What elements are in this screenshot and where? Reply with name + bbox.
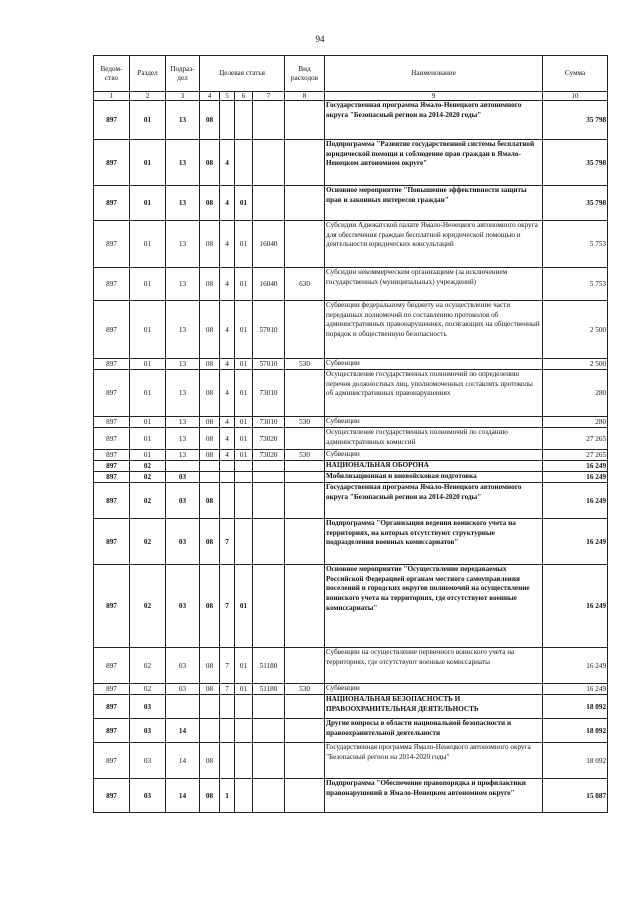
cell-vid (285, 472, 325, 483)
col-num: 7 (253, 92, 285, 101)
cell-podrazdel: 13 (166, 101, 200, 140)
cell-vid (285, 461, 325, 472)
table-row (94, 101, 608, 140)
cell-vid (285, 719, 325, 743)
cell-podrazdel: 13 (166, 370, 200, 417)
cell-sum: 18 092 (543, 719, 608, 743)
column-number-row (94, 92, 608, 101)
cell-razdel: 03 (130, 743, 166, 779)
cell-cs-subprogram (220, 101, 235, 140)
header-vid-rashodov: Вид расходов (285, 56, 325, 92)
cell-ved: 897 (94, 268, 130, 301)
cell-cs-direction: 73020 (253, 428, 285, 450)
cell-sum: 15 087 (543, 779, 608, 813)
cell-cs-event: 01 (235, 417, 253, 428)
cell-cs-program: 08 (200, 221, 220, 268)
cell-cs-subprogram: 4 (220, 359, 235, 370)
header-naimenovanie: Наименование (325, 56, 543, 92)
cell-razdel: 01 (130, 428, 166, 450)
cell-cs-event (235, 472, 253, 483)
cell-cs-direction: 57010 (253, 301, 285, 359)
cell-ved: 897 (94, 461, 130, 472)
cell-cs-direction: 57010 (253, 359, 285, 370)
cell-cs-subprogram: 4 (220, 450, 235, 461)
col-num: 1 (94, 92, 130, 101)
cell-ved: 897 (94, 359, 130, 370)
cell-cs-subprogram: 7 (220, 519, 235, 565)
cell-sum: 16 249 (543, 684, 608, 695)
cell-cs-program: 08 (200, 370, 220, 417)
cell-vid (285, 186, 325, 221)
cell-podrazdel: 13 (166, 450, 200, 461)
table-row (94, 648, 608, 684)
cell-cs-event: 01 (235, 648, 253, 684)
cell-name: Субвенции федеральному бюджету на осуществление части переданных полномочий по составлению протоколов об административных правонарушениях, посягающих на общественный порядок и общественную безопасность (325, 301, 543, 359)
cell-sum: 35 798 (543, 140, 608, 186)
col-num: 2 (130, 92, 166, 101)
cell-name: Подпрограмма "Организация ведения воинского учета на территориях, на которых отсутствуют структурные подразделения военных комиссариатов" (325, 519, 543, 565)
cell-razdel: 01 (130, 221, 166, 268)
cell-cs-event: 01 (235, 370, 253, 417)
cell-cs-event (235, 519, 253, 565)
cell-podrazdel: 03 (166, 519, 200, 565)
cell-razdel: 02 (130, 684, 166, 695)
cell-cs-event (235, 140, 253, 186)
cell-vid (285, 483, 325, 519)
cell-cs-event (235, 743, 253, 779)
cell-name: Осуществление государственных полномочий по определению перечня должностных лиц, уполномоченных составлять протоколы об административных правонарушениях (325, 370, 543, 417)
cell-cs-direction: 51180 (253, 684, 285, 695)
cell-cs-event (235, 779, 253, 813)
col-num: 9 (325, 92, 543, 101)
cell-vid: 630 (285, 268, 325, 301)
cell-cs-event: 01 (235, 186, 253, 221)
cell-vid (285, 743, 325, 779)
cell-razdel: 03 (130, 779, 166, 813)
cell-cs-subprogram: 4 (220, 221, 235, 268)
table-row (94, 301, 608, 359)
cell-cs-program (200, 472, 220, 483)
cell-cs-direction (253, 140, 285, 186)
cell-podrazdel: 03 (166, 472, 200, 483)
cell-ved: 897 (94, 648, 130, 684)
header-ved: Ведом- ство (94, 56, 130, 92)
cell-sum: 16 249 (543, 461, 608, 472)
cell-name: Основное мероприятие "Повышение эффективности защиты прав и законных интересов граждан" (325, 186, 543, 221)
cell-razdel: 01 (130, 101, 166, 140)
cell-cs-event (235, 483, 253, 519)
cell-cs-event: 01 (235, 684, 253, 695)
cell-cs-program: 08 (200, 450, 220, 461)
cell-vid (285, 428, 325, 450)
budget-table (93, 55, 608, 813)
cell-ved: 897 (94, 684, 130, 695)
cell-cs-event: 01 (235, 221, 253, 268)
cell-vid: 530 (285, 417, 325, 428)
cell-razdel: 01 (130, 268, 166, 301)
table-row (94, 483, 608, 519)
cell-cs-subprogram (220, 719, 235, 743)
cell-sum: 5 753 (543, 221, 608, 268)
cell-vid (285, 370, 325, 417)
table-row (94, 684, 608, 695)
cell-podrazdel: 13 (166, 301, 200, 359)
table-row (94, 472, 608, 483)
cell-podrazdel: 14 (166, 719, 200, 743)
cell-vid: 530 (285, 450, 325, 461)
cell-name: Государственная программа Ямало-Ненецкого автономного округа "Безопасный регион на 2014-2020 годы" (325, 101, 543, 140)
cell-name: Подпрограмма "Обеспечение правопорядка и профилактики правонарушений в Ямало-Ненецком автономном округе" (325, 779, 543, 813)
cell-cs-subprogram (220, 472, 235, 483)
cell-name: Мобилизационная и вневойсковая подготовка (325, 472, 543, 483)
cell-cs-program: 08 (200, 684, 220, 695)
table-row (94, 186, 608, 221)
cell-razdel: 02 (130, 519, 166, 565)
table-row (94, 370, 608, 417)
cell-sum: 280 (543, 417, 608, 428)
cell-name: Субвенции на осуществление первичного воинского учета на территориях, где отсутствуют военные комиссариаты (325, 648, 543, 684)
cell-cs-program: 08 (200, 743, 220, 779)
cell-sum: 35 798 (543, 101, 608, 140)
cell-name: Государственная программа Ямало-Ненецкого автономного округа "Безопасный регион на 2014-2020 годы" (325, 483, 543, 519)
table-row (94, 450, 608, 461)
cell-razdel: 01 (130, 450, 166, 461)
cell-sum: 27 265 (543, 428, 608, 450)
page-number: 94 (315, 34, 325, 44)
cell-name: Подпрограмма "Развитие государственной системы бесплатной юридической помощи и соблюдение прав граждан в Ямало-Ненецком автономном округе" (325, 140, 543, 186)
cell-podrazdel: 13 (166, 359, 200, 370)
cell-razdel: 01 (130, 301, 166, 359)
cell-podrazdel: 13 (166, 417, 200, 428)
cell-name: Осуществление государственных полномочий по созданию административных комиссий (325, 428, 543, 450)
cell-cs-program: 08 (200, 301, 220, 359)
cell-cs-direction (253, 695, 285, 719)
cell-cs-subprogram: 7 (220, 648, 235, 684)
cell-vid (285, 140, 325, 186)
cell-cs-event: 01 (235, 565, 253, 648)
cell-cs-program: 08 (200, 101, 220, 140)
cell-razdel: 02 (130, 472, 166, 483)
cell-name: НАЦИОНАЛЬНАЯ БЕЗОПАСНОСТЬ И ПРАВООХРАНИТЕЛЬНАЯ ДЕЯТЕЛЬНОСТЬ (325, 695, 543, 719)
cell-name: Другие вопросы в области национальной безопасности и правоохранительной деятельности (325, 719, 543, 743)
cell-cs-subprogram: 4 (220, 370, 235, 417)
col-num: 5 (220, 92, 235, 101)
header-razdel: Раздел (130, 56, 166, 92)
cell-cs-program: 08 (200, 648, 220, 684)
cell-razdel: 01 (130, 186, 166, 221)
cell-cs-program: 08 (200, 779, 220, 813)
cell-razdel: 02 (130, 565, 166, 648)
cell-cs-subprogram (220, 695, 235, 719)
cell-cs-direction: 51180 (253, 648, 285, 684)
cell-sum: 16 249 (543, 472, 608, 483)
cell-ved: 897 (94, 450, 130, 461)
cell-ved: 897 (94, 565, 130, 648)
cell-cs-subprogram (220, 743, 235, 779)
table-row (94, 417, 608, 428)
cell-name: Субвенции (325, 359, 543, 370)
cell-ved: 897 (94, 428, 130, 450)
col-num: 8 (285, 92, 325, 101)
cell-cs-direction: 73020 (253, 450, 285, 461)
cell-name: Субсидии некоммерческим организациям (за исключением государственных (муниципальных) учреждений) (325, 268, 543, 301)
header-summa: Сумма (543, 56, 608, 92)
cell-ved: 897 (94, 519, 130, 565)
cell-cs-direction (253, 565, 285, 648)
cell-cs-program: 08 (200, 417, 220, 428)
cell-vid (285, 779, 325, 813)
cell-name: Субвенции (325, 417, 543, 428)
cell-sum: 16 249 (543, 565, 608, 648)
cell-razdel: 03 (130, 719, 166, 743)
cell-cs-subprogram: 4 (220, 417, 235, 428)
cell-podrazdel: 03 (166, 684, 200, 695)
cell-cs-direction (253, 472, 285, 483)
cell-ved: 897 (94, 483, 130, 519)
cell-cs-program: 08 (200, 519, 220, 565)
table-row (94, 779, 608, 813)
cell-vid (285, 221, 325, 268)
cell-cs-direction: 73010 (253, 370, 285, 417)
cell-ved: 897 (94, 779, 130, 813)
cell-sum: 18 092 (543, 743, 608, 779)
cell-name: НАЦИОНАЛЬНАЯ ОБОРОНА (325, 461, 543, 472)
cell-cs-direction (253, 779, 285, 813)
cell-sum: 18 092 (543, 695, 608, 719)
table-row (94, 428, 608, 450)
cell-ved: 897 (94, 472, 130, 483)
cell-vid (285, 101, 325, 140)
cell-razdel: 01 (130, 370, 166, 417)
cell-cs-program: 08 (200, 483, 220, 519)
cell-ved: 897 (94, 719, 130, 743)
table-row (94, 461, 608, 472)
cell-cs-event: 01 (235, 428, 253, 450)
cell-cs-direction (253, 461, 285, 472)
cell-cs-subprogram: 4 (220, 301, 235, 359)
cell-podrazdel: 13 (166, 428, 200, 450)
cell-sum: 35 798 (543, 186, 608, 221)
cell-podrazdel: 14 (166, 779, 200, 813)
cell-cs-event: 01 (235, 268, 253, 301)
cell-vid: 530 (285, 359, 325, 370)
table-row (94, 140, 608, 186)
cell-podrazdel: 03 (166, 565, 200, 648)
cell-cs-program: 08 (200, 140, 220, 186)
cell-razdel: 02 (130, 648, 166, 684)
cell-cs-direction: 16040 (253, 268, 285, 301)
cell-name: Основное мероприятие "Осуществление передаваемых Российской Федерацией органам местного самоуправления поселений и городских округов полномочий на осуществление воинского учета на территориях, где отсутствуют военные комиссариаты" (325, 565, 543, 648)
cell-ved: 897 (94, 101, 130, 140)
cell-razdel: 02 (130, 461, 166, 472)
cell-podrazdel (166, 695, 200, 719)
cell-name: Государственная программа Ямало-Ненецкого автономного округа "Безопасный регион на 2014-2020 годы" (325, 743, 543, 779)
cell-cs-subprogram: 4 (220, 268, 235, 301)
cell-name: Субвенции (325, 684, 543, 695)
cell-ved: 897 (94, 743, 130, 779)
cell-sum: 27 265 (543, 450, 608, 461)
cell-vid (285, 648, 325, 684)
cell-razdel: 01 (130, 359, 166, 370)
cell-razdel: 01 (130, 417, 166, 428)
table-row (94, 565, 608, 648)
cell-cs-program: 08 (200, 565, 220, 648)
cell-ved: 897 (94, 370, 130, 417)
col-num: 6 (235, 92, 253, 101)
col-num: 4 (200, 92, 220, 101)
cell-sum: 280 (543, 370, 608, 417)
cell-ved: 897 (94, 695, 130, 719)
table-row (94, 359, 608, 370)
header-celevaya-statya: Целевая статья (200, 56, 285, 92)
cell-cs-program: 08 (200, 186, 220, 221)
table-row (94, 519, 608, 565)
cell-name: Субвенции (325, 450, 543, 461)
header-row (94, 56, 608, 92)
cell-vid (285, 565, 325, 648)
cell-cs-direction: 73010 (253, 417, 285, 428)
cell-cs-subprogram: 7 (220, 565, 235, 648)
cell-ved: 897 (94, 140, 130, 186)
cell-vid: 530 (285, 684, 325, 695)
cell-cs-event (235, 719, 253, 743)
cell-razdel: 02 (130, 483, 166, 519)
table-row (94, 695, 608, 719)
table-row (94, 268, 608, 301)
cell-sum: 2 500 (543, 359, 608, 370)
cell-cs-direction (253, 101, 285, 140)
cell-cs-direction (253, 519, 285, 565)
cell-cs-program (200, 461, 220, 472)
cell-cs-program: 08 (200, 268, 220, 301)
cell-cs-event: 01 (235, 450, 253, 461)
cell-ved: 897 (94, 186, 130, 221)
cell-cs-direction (253, 483, 285, 519)
cell-podrazdel: 13 (166, 221, 200, 268)
cell-cs-direction (253, 719, 285, 743)
cell-ved: 897 (94, 221, 130, 268)
cell-razdel: 01 (130, 140, 166, 186)
cell-ved: 897 (94, 301, 130, 359)
table-row (94, 719, 608, 743)
cell-cs-program (200, 695, 220, 719)
cell-podrazdel (166, 461, 200, 472)
cell-podrazdel: 13 (166, 268, 200, 301)
cell-cs-program: 08 (200, 359, 220, 370)
cell-cs-direction: 16040 (253, 221, 285, 268)
table-row (94, 221, 608, 268)
cell-cs-subprogram: 4 (220, 140, 235, 186)
cell-cs-event: 01 (235, 301, 253, 359)
cell-cs-subprogram: 4 (220, 186, 235, 221)
cell-cs-program: 08 (200, 428, 220, 450)
cell-cs-program (200, 719, 220, 743)
cell-podrazdel: 13 (166, 186, 200, 221)
cell-name: Субсидии Адвокатской палате Ямало-Ненецкого автономного округа для обеспечения граждан бесплатной юридической помощью и деятельности юридических консультаций (325, 221, 543, 268)
header-podrazdel: Подраз- дел (166, 56, 200, 92)
cell-cs-direction (253, 743, 285, 779)
cell-cs-event (235, 461, 253, 472)
col-num: 10 (543, 92, 608, 101)
cell-cs-subprogram: 4 (220, 428, 235, 450)
cell-sum: 16 249 (543, 483, 608, 519)
cell-sum: 16 249 (543, 648, 608, 684)
cell-cs-subprogram: 7 (220, 684, 235, 695)
cell-cs-event (235, 101, 253, 140)
cell-vid (285, 695, 325, 719)
cell-podrazdel: 03 (166, 483, 200, 519)
cell-sum: 5 753 (543, 268, 608, 301)
cell-cs-event: 01 (235, 359, 253, 370)
cell-cs-subprogram: 1 (220, 779, 235, 813)
cell-cs-subprogram (220, 483, 235, 519)
cell-podrazdel: 13 (166, 140, 200, 186)
table-row (94, 743, 608, 779)
cell-razdel: 03 (130, 695, 166, 719)
cell-vid (285, 301, 325, 359)
cell-cs-direction (253, 186, 285, 221)
cell-sum: 2 500 (543, 301, 608, 359)
col-num: 3 (166, 92, 200, 101)
cell-cs-event (235, 695, 253, 719)
cell-ved: 897 (94, 417, 130, 428)
cell-sum: 16 249 (543, 519, 608, 565)
cell-vid (285, 519, 325, 565)
cell-podrazdel: 14 (166, 743, 200, 779)
cell-cs-subprogram (220, 461, 235, 472)
cell-podrazdel: 03 (166, 648, 200, 684)
